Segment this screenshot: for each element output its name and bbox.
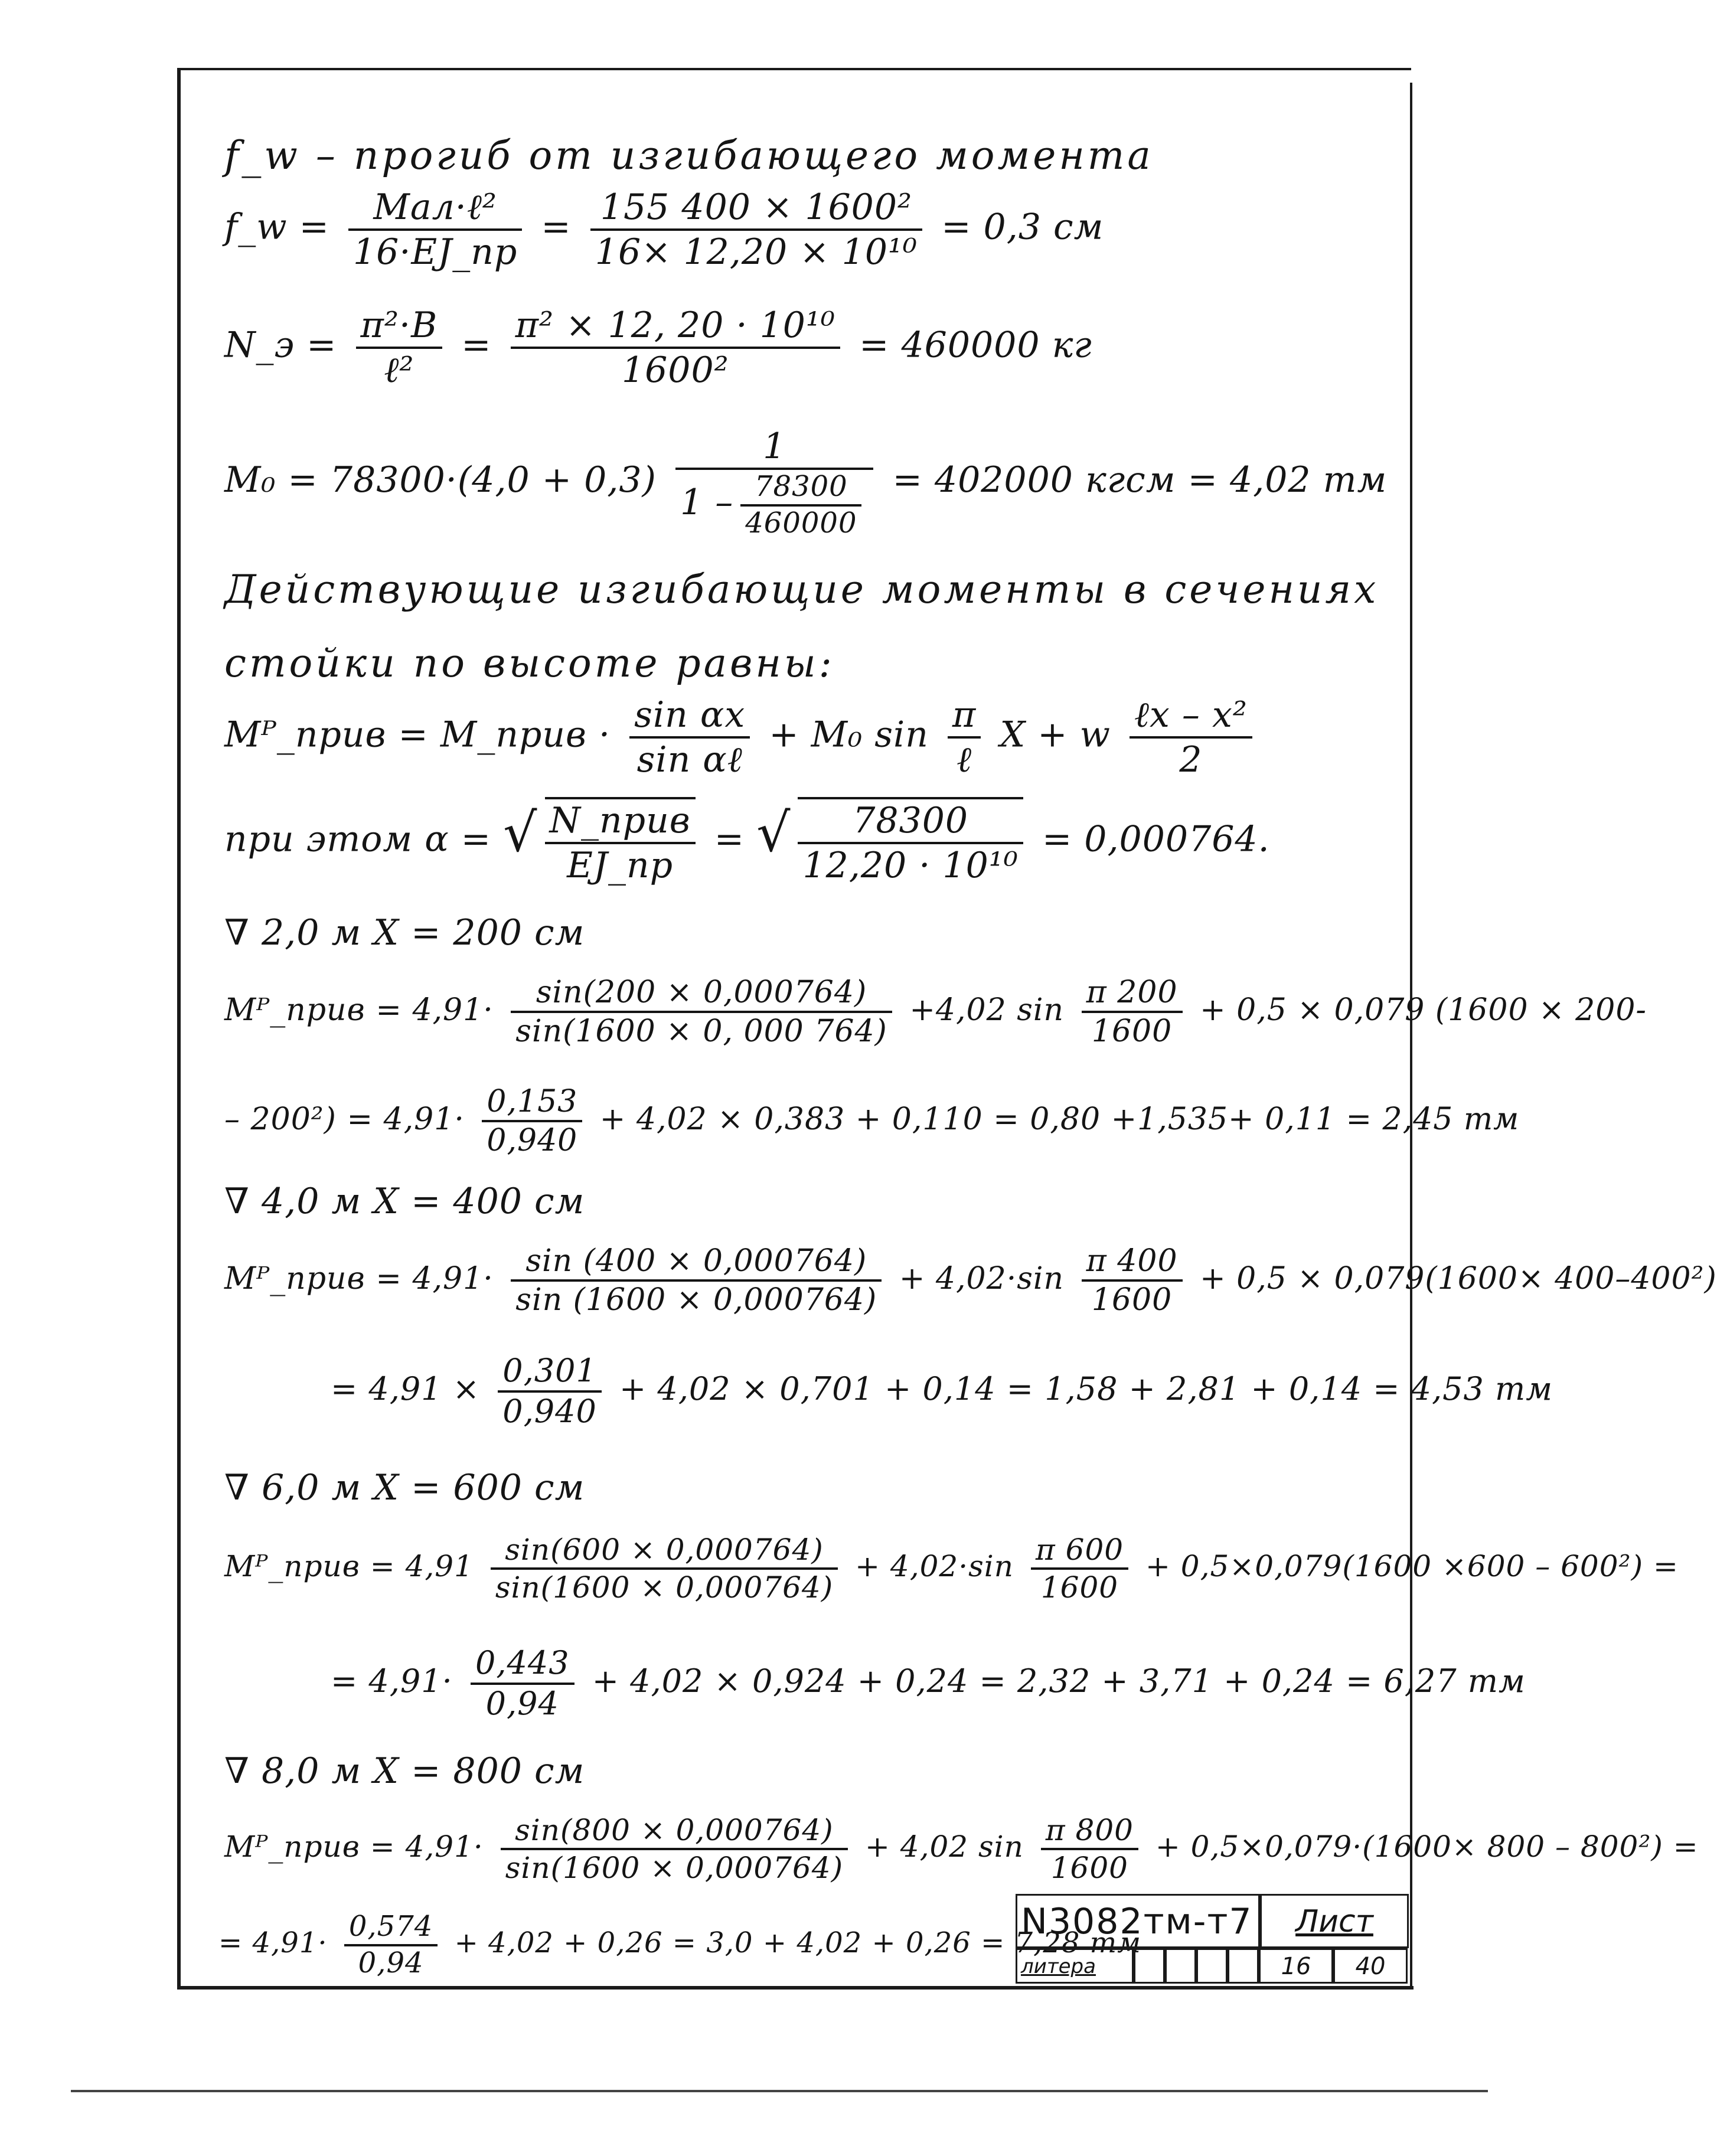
term: + 0,5×0,079·(1600× 800 – 800²) =: [1155, 1830, 1699, 1864]
sheet-label: Лист: [1260, 1894, 1409, 1948]
denominator: 0,94: [358, 1946, 424, 1979]
fraction: [511, 1243, 882, 1319]
numerator: 0,443: [471, 1644, 574, 1685]
denominator: 16·EJ_пр: [353, 231, 518, 273]
fraction: [545, 797, 696, 887]
denominator: sin(1600 × 0,000764): [495, 1570, 834, 1605]
fraction: [501, 1812, 848, 1886]
equals: =: [714, 818, 745, 860]
formula-lhs: Mᴾ_прив = M_прив ·: [224, 714, 611, 756]
denominator: 1600: [1040, 1570, 1119, 1605]
equals: =: [541, 206, 572, 248]
numerator: sin(200 × 0,000764): [511, 974, 892, 1013]
text: ∇ 4,0 м X = 400 см: [224, 1181, 585, 1222]
fraction: [344, 1910, 438, 1980]
heading-line-fw: [224, 133, 1154, 178]
fraction: [348, 186, 522, 273]
denominator: 2: [1179, 739, 1203, 780]
denominator: sin (1600 × 0,000764): [515, 1282, 877, 1318]
denominator: ℓ: [957, 739, 972, 780]
sheets-total: 40: [1333, 1948, 1408, 1984]
numerator: π 800: [1041, 1812, 1138, 1850]
numerator: π²·B: [356, 304, 443, 349]
formula-lhs: Mᴾ_прив = 4,91·: [224, 1830, 484, 1864]
section-heading: [224, 1181, 585, 1222]
numerator: sin (400 × 0,000764): [511, 1243, 882, 1282]
denominator: [675, 470, 873, 540]
denominator: 0,94: [485, 1684, 559, 1722]
denominator: sin(1600 × 0, 000 764): [515, 1014, 887, 1050]
term: = 4,91·: [331, 1662, 453, 1700]
text-line: [224, 641, 835, 686]
formula-x800-line2: [218, 1910, 1141, 1980]
page-bottom-rule: [71, 2090, 1488, 2092]
formula-x800-line1: [224, 1812, 1699, 1886]
denominator: sin αℓ: [636, 739, 743, 780]
numerator: ℓx – x²: [1130, 694, 1252, 739]
fraction: [491, 1532, 838, 1605]
formula-lhs: Mᴾ_прив = 4,91·: [224, 992, 494, 1028]
formula-alpha: [224, 797, 1270, 887]
denominator: sin(1600 × 0,000764): [505, 1851, 844, 1885]
numerator: Mал·ℓ²: [348, 186, 522, 231]
term: + 4,02·sin: [855, 1549, 1014, 1583]
sqrt-sign: √: [756, 802, 791, 864]
numerator: 78300: [740, 470, 861, 507]
text: ∇ 8,0 м X = 800 см: [224, 1750, 585, 1792]
equals: =: [461, 324, 492, 366]
numerator: 0,153: [482, 1083, 582, 1122]
fraction: [1031, 1532, 1128, 1605]
formula-lhs: N_э =: [224, 324, 337, 366]
result: + 4,02 × 0,701 + 0,14 = 1,58 + 2,81 + 0,14 = 4,53 тм: [619, 1370, 1553, 1407]
term: + 4,02·sin: [899, 1260, 1065, 1296]
formula-lhs: Mᴾ_прив = 4,91: [224, 1549, 474, 1583]
title-block: [1016, 1894, 1409, 1988]
numerator: N_прив: [545, 799, 696, 844]
denominator: 0,940: [502, 1392, 597, 1430]
term: + M₀ sin: [769, 714, 929, 756]
fraction: [498, 1352, 602, 1431]
formula-lhs: f_w =: [224, 206, 329, 248]
result: = 0,000764.: [1042, 818, 1270, 860]
litera-cell: [1165, 1948, 1196, 1984]
numerator: sin(600 × 0,000764): [491, 1532, 838, 1570]
numerator: 1: [675, 425, 873, 470]
nested-fraction: [740, 470, 861, 540]
numerator: sin(800 × 0,000764): [501, 1812, 848, 1850]
numerator: π² × 12, 20 · 10¹⁰: [511, 304, 840, 349]
formula-fw: [224, 186, 1104, 273]
term: X + w: [1000, 714, 1111, 756]
denominator: 0,940: [487, 1123, 578, 1159]
result: = 460000 кг: [859, 324, 1092, 366]
formula-lhs: при этом α =: [224, 818, 492, 860]
document-number: N3082тм-т7: [1016, 1894, 1260, 1948]
denominator: 1600: [1091, 1014, 1173, 1050]
text: ∇ 6,0 м X = 600 см: [224, 1467, 585, 1508]
text: ∇ 2,0 м X = 200 см: [224, 912, 585, 953]
litera-cell: [1228, 1948, 1259, 1984]
result: + 4,02 × 0,924 + 0,24 = 2,32 + 3,71 + 0,24 = 6,27 тм: [592, 1662, 1526, 1700]
fraction: [948, 694, 981, 781]
denominator: 12,20 · 10¹⁰: [802, 845, 1019, 886]
formula-x400-line2: [331, 1352, 1553, 1431]
formula-lhs: Mᴾ_прив = 4,91·: [224, 1260, 494, 1296]
result: + 4,02 + 0,26 = 3,0 + 4,02 + 0,26 = 7,28 тм: [454, 1926, 1141, 1960]
denominator: 1600: [1050, 1851, 1128, 1885]
denominator-prefix: 1 –: [680, 482, 734, 524]
formula-x200-line2: [224, 1083, 1519, 1159]
formula-mpriv-general: [224, 694, 1259, 781]
formula-x600-line2: [331, 1644, 1526, 1723]
denominator: 460000: [745, 506, 857, 540]
formula-x600-line1: [224, 1532, 1679, 1605]
numerator: 0,574: [344, 1910, 438, 1946]
fraction: [471, 1644, 574, 1723]
fraction: [1041, 1812, 1138, 1886]
term: = 4,91·: [218, 1926, 328, 1960]
denominator: 1600: [1091, 1282, 1173, 1318]
fraction: [511, 974, 892, 1050]
fraction: [629, 694, 750, 781]
sqrt-sign: √: [503, 802, 538, 864]
result: + 4,02 × 0,383 + 0,110 = 0,80 +1,535+ 0,11 = 2,45 тм: [599, 1101, 1520, 1137]
fraction: [356, 304, 443, 391]
term: + 4,02 sin: [865, 1830, 1024, 1864]
numerator: π 600: [1031, 1532, 1128, 1570]
formula-x200-line1: [224, 974, 1647, 1050]
section-heading: [224, 1750, 585, 1792]
term: = 4,91 ×: [331, 1370, 481, 1407]
fraction: [1130, 694, 1252, 781]
term: + 0,5×0,079(1600 ×600 – 600²) =: [1145, 1549, 1679, 1583]
numerator: π 200: [1082, 974, 1183, 1013]
section-heading: [224, 1467, 585, 1508]
fraction: [675, 425, 873, 540]
fraction: [1082, 1243, 1183, 1319]
text: f_w – прогиб от изгибающего момента: [224, 133, 1154, 178]
fraction: [798, 797, 1023, 887]
litera-cell: [1196, 1948, 1228, 1984]
fraction: [511, 304, 840, 391]
denominator: 1600²: [621, 349, 729, 391]
formula-x400-line1: [224, 1243, 1717, 1319]
denominator: ℓ²: [384, 349, 414, 391]
fraction: [1082, 974, 1183, 1050]
formula-ne: [224, 304, 1092, 391]
term: +4,02 sin: [909, 992, 1065, 1028]
litera-label: литера: [1016, 1948, 1134, 1984]
litera-cell: [1134, 1948, 1165, 1984]
numerator: 0,301: [498, 1352, 602, 1393]
numerator: 78300: [798, 799, 1023, 844]
numerator: sin αx: [629, 694, 750, 739]
numerator: π: [948, 694, 981, 739]
term: – 200²) = 4,91·: [224, 1101, 465, 1137]
result: = 402000 кгсм = 4,02 тм: [892, 459, 1388, 501]
sheet-number: 16: [1259, 1948, 1333, 1984]
numerator: π 400: [1082, 1243, 1183, 1282]
term: + 0,5 × 0,079(1600× 400–400²): [1200, 1260, 1717, 1296]
formula-m0: [224, 425, 1387, 540]
fraction: [482, 1083, 582, 1159]
denominator: 16× 12,20 × 10¹⁰: [595, 231, 918, 273]
section-heading: [224, 912, 585, 953]
text: стойки по высоте равны:: [224, 641, 835, 686]
text-line: [224, 567, 1379, 612]
denominator: EJ_пр: [567, 845, 674, 886]
fraction: [590, 186, 922, 273]
term: + 0,5 × 0,079 (1600 × 200-: [1200, 992, 1647, 1028]
text: Действующие изгибающие моменты в сечениях: [224, 567, 1379, 612]
formula-lhs: M₀ = 78300·(4,0 + 0,3): [224, 459, 657, 501]
result: = 0,3 см: [941, 206, 1104, 248]
numerator: 155 400 × 1600²: [590, 186, 922, 231]
